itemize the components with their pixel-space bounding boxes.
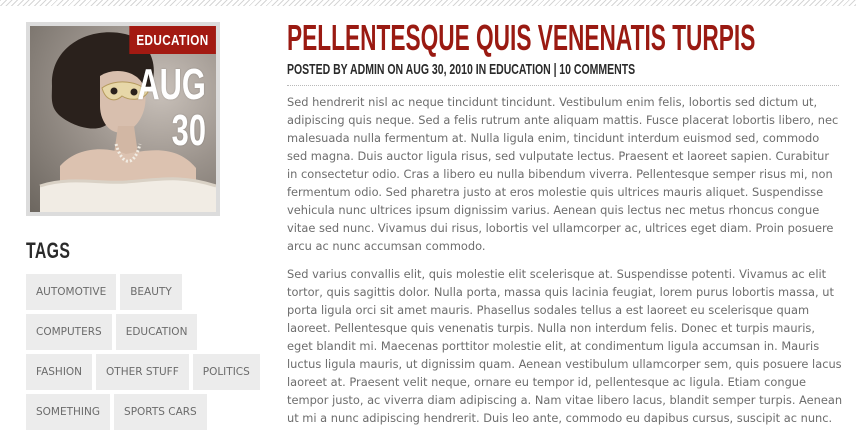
tag-row — [26, 314, 236, 354]
category-badge[interactable]: EDUCATION — [130, 26, 216, 54]
tag-computers[interactable]: COMPUTERS — [26, 314, 112, 350]
tag-row — [26, 274, 236, 314]
tag-automotive[interactable]: AUTOMOTIVE — [26, 274, 116, 310]
comments-link[interactable]: 10 COMMENTS — [559, 61, 636, 78]
tag-other-stuff[interactable]: OTHER STUFF — [96, 354, 189, 390]
meta-divider — [287, 85, 839, 86]
post-category-link[interactable]: EDUCATION — [489, 61, 551, 78]
tag-fashion[interactable]: FASHION — [26, 354, 92, 390]
top-dotted-border — [0, 0, 856, 6]
tag-sports-cars[interactable]: SPORTS CARS — [114, 394, 207, 430]
post-thumbnail[interactable] — [26, 22, 220, 216]
tag-row — [26, 354, 250, 394]
in-label: IN — [475, 61, 487, 78]
post-paragraph: Sed varius convallis elit, quis molestie elit scelerisque at. Suspendisse potenti. Vivamus ac elit tortor, quis sagittis dolor. Nulla porta, massa quis lacinia feugiat, lorem purus lobortis massa, ut porta ligula orci sit amet mauris. Phasellus sodales tellus a est laoreet eu scelerisque quam laoreet. Pellentesque quis venenatis turpis. Nulla non interdum felis. Donec et turpis mauris, eget blandit mi. Maecenas porttitor molestie elit, at condimentum ligula accumsan in. Mauris luctus ligula mauris, ut dignissim quam. Aenean vestibulum ullamcorper sem, quis posuere lacus laoreet at. Praesent velit neque, ornare eu tempor id, pellentesque ac ligula. Etiam congue tempor justo, ac viverra diam adipiscing a. Nam vitae libero lacus, blandit semper turpis. Aenean ut mi a nunc adipiscing hendrerit. Duis leo ante, commodo eu dapibus cursus, suscipit ac nunc. — [287, 267, 843, 425]
post-title[interactable]: PELLENTESQUE QUIS VENENATIS TURPIS — [287, 17, 756, 58]
tag-something[interactable]: SOMETHING — [26, 394, 110, 430]
post-content — [287, 18, 843, 437]
tag-politics[interactable]: POLITICS — [193, 354, 260, 390]
on-label: ON — [387, 61, 404, 78]
date-month: AUG — [137, 60, 206, 109]
tags-heading: TAGS — [26, 238, 71, 263]
sidebar — [26, 22, 250, 434]
post-meta — [287, 61, 676, 81]
post-body — [287, 93, 843, 427]
tag-beauty[interactable]: BEAUTY — [120, 274, 182, 310]
post-author-link[interactable]: ADMIN — [350, 61, 385, 78]
tag-education[interactable]: EDUCATION — [116, 314, 198, 350]
post-date: AUG 30, 2010 — [405, 61, 473, 78]
meta-separator: | — [553, 61, 557, 78]
tag-cloud — [26, 274, 250, 434]
date-day: 30 — [171, 106, 206, 155]
tag-row — [26, 394, 236, 434]
post-paragraph: Sed hendrerit nisl ac neque tincidunt tincidunt. Vestibulum enim felis, lobortis sed dictum ut, adipiscing quis neque. Sed a felis rutrum ante aliquam mattis. Fusce placerat lobortis libero, nec malesuada nulla fermentum at. Nulla ligula enim, tincidunt interdum euismod sed, commodo sed magna. Duis auctor ligula risus, sed vulputate lectus. Praesent et laoreet sapien. Curabitur in consectetur odio. Cras a libero eu nulla bibendum viverra. Pellentesque semper risus mi, non fermentum odio. Sed pharetra justo at eros molestie quis ultrices mauris aliquet. Suspendisse vehicula nunc ultrices ipsum dignissim varius. Aenean quis lectus nec metus rhoncus congue vitae sed nunc. Vivamus dui risus, lobortis vel ullamcorper ac, ultrices eget diam. Proin posuere arcu ac nunc accumsan commodo. — [287, 95, 839, 253]
posted-by-label: POSTED BY — [287, 61, 348, 78]
